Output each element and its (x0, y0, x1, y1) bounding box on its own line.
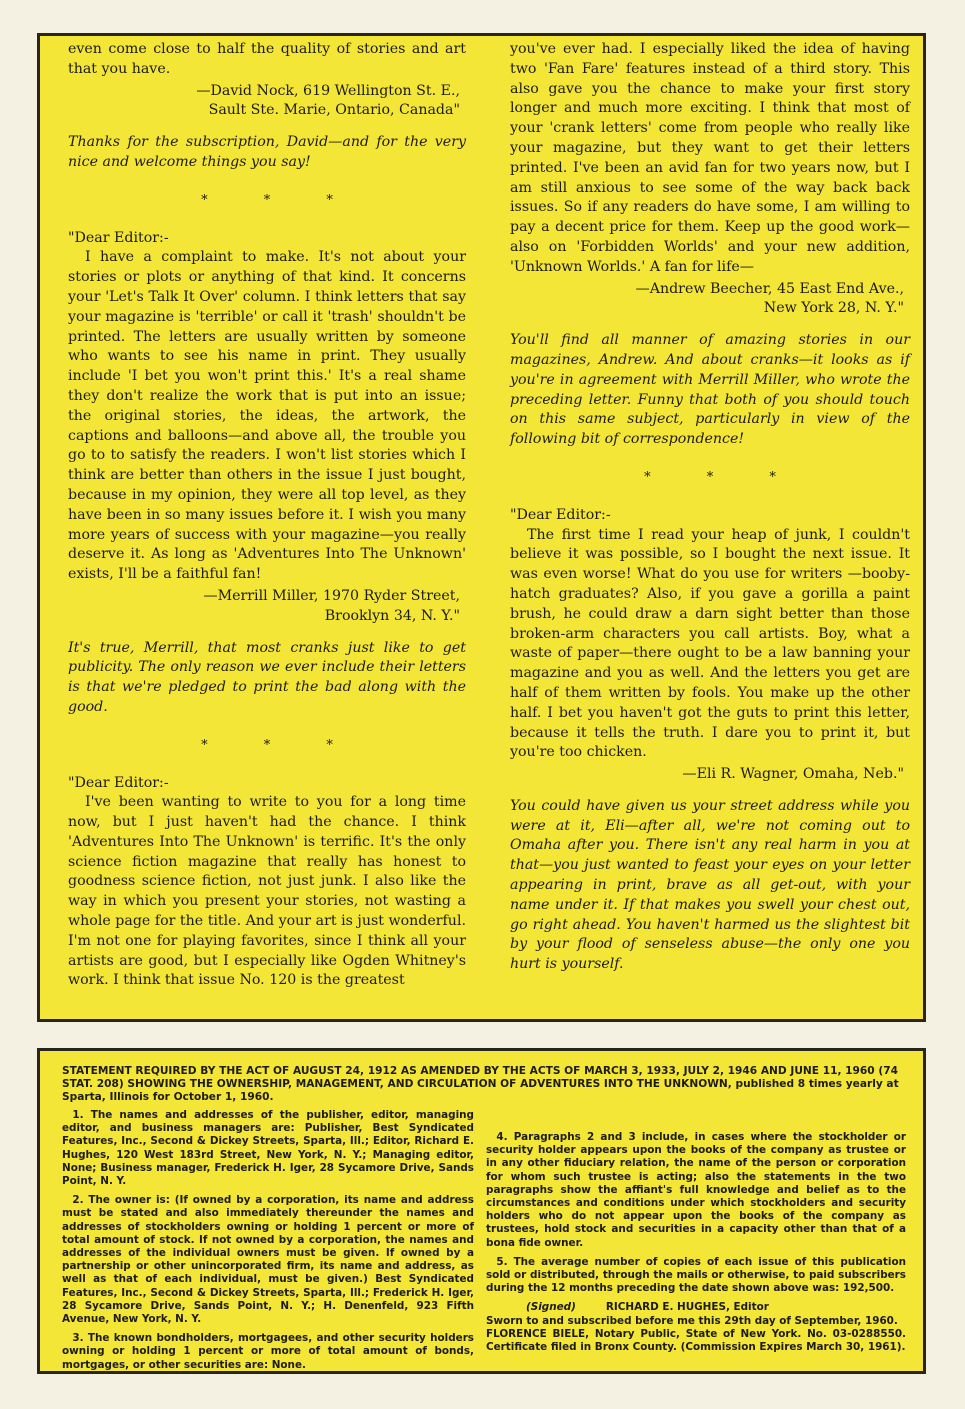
statement-item: 3. The known bondholders, mortgagees, and other security holders owning or holding 1 percent or more of total amount of bonds, mortgages, or other securities are: None. (62, 1332, 474, 1371)
letter-salutation: "Dear Editor:- (510, 506, 611, 523)
letter-text: even come close to half the quality of stories and art that you have. (68, 41, 466, 77)
letter-signature (68, 82, 460, 122)
signature-line: Brooklyn 34, N. Y." (324, 607, 460, 624)
section-separator: * * * (644, 469, 802, 485)
signature-block (486, 1301, 906, 1314)
letters-left-column (68, 40, 466, 991)
statement-item: 5. The average number of copies of each issue of this publication sold or distributed, through the mails or otherwise, to paid subscribers during the 12 months preceding the date shown above was: 192,500. (486, 1255, 906, 1295)
letter-signature (510, 280, 904, 320)
signature-line: —David Nock, 619 Wellington St. E., (196, 82, 460, 99)
signature-line: New York 28, N. Y." (763, 300, 904, 317)
letters-panel (37, 33, 926, 1022)
letter-text: you've ever had. I especially liked the idea of having two 'Fan Fare' features instead of a third story. This also gave you the chance to make your first story longer and much more exciting. I think that most of your 'crank letters' come from people who really like your magazine, but they want to get their letters printed. I've been an avid fan for two years now, but I am still anxious to see some of the way back back issues. So if any readers do have some, I am willing to pay a decent price for them. Keep up the good work—also on 'Forbidden Worlds' and your new addition, 'Unknown Worlds.' A fan for life— (510, 41, 910, 275)
letters-right-column (510, 40, 910, 975)
letter-signature (68, 587, 460, 627)
editor-reply: Thanks for the subscription, David—and for the very nice and welcome things you say! (68, 134, 466, 170)
letter-salutation: "Dear Editor:- (68, 229, 169, 246)
editor-reply: You'll find all manner of amazing stories in our magazines, Andrew. And about cranks—it looks as if you're in agreement with Merrill Miller, who wrote the preceding letter. Funny that both of you should touch on this same subject, particularly in view of the following bit of correspondence! (510, 332, 910, 448)
letter-text: The first time I read your heap of junk, I couldn't believe it was possible, so I bought the next issue. It was even worse! What do you use for writers —booby-hatch graduates? Also, if you gave a gorilla a paint brush, he could draw a darn sight better than those broken-arm characters you call artists. Boy, what a waste of paper—there ought to be a law banning your magazine and you as well. And the letters you get are half of them written by fools. You make up the other half. I bet you haven't got the guts to print this letter, because it tells the truth. I dare you to print it, but you're too chicken. (510, 526, 910, 761)
signature-line: —Andrew Beecher, 45 East End Ave., (635, 280, 904, 297)
section-separator: * * * (201, 737, 359, 753)
signed-name: RICHARD E. HUGHES, Editor (605, 1301, 769, 1314)
letter-salutation: "Dear Editor:- (68, 774, 169, 791)
signature-line: Sault Ste. Marie, Ontario, Canada" (208, 102, 460, 119)
statement-item: 1. The names and addresses of the publisher, editor, managing editor, and business managers are: Publisher, Best Syndicated Features, Inc., Second & Dickey Streets, Sparta, Ill.; Editor, Richard E. Hughes, 120 West 183rd Street, New York, N. Y.; Managing editor, None; Business manager, Frederick H. Iger, 28 Sycamore Drive, Sands Point, N. Y. (62, 1109, 474, 1188)
statement-item: 2. The owner is: (If owned by a corporation, its name and address must be stated and also immediately thereunder the names and addresses of stockholders owning or holding 1 percent or more of total amount of stock. If not owned by a corporation, the names and addresses of the individual owners must be given. If owned by a partnership or other unincorporated firm, its name and address, as well as that of each individual, must be given.) Best Syndicated Features, Inc., Second & Dickey Streets, Sparta, Ill.; Frederick H. Iger, 28 Sycamore Drive, Sands Point, N. Y.; H. Denenfeld, 923 Fifth Avenue, New York, N. Y. (62, 1194, 474, 1326)
notary-text: FLORENCE BIELE, Notary Public, State of New York. No. 03-0288550. Certificate filed in Bronx County. (Commission Expires March 30, 1961). (486, 1327, 906, 1354)
ownership-statement-panel (37, 1048, 926, 1374)
letter-text: I've been wanting to write to you for a long time now, but I just haven't had the chance. I think 'Adventures Into The Unknown' is terrific. It's the only science fiction magazine that really has honest to goodness science fiction, not just junk. I also like the way in which you present your stories, not wasting a whole page for the title. And your art is just wonderful. I'm not one for playing favorites, since I think all your artists are good, but I especially like Ogden Whitney's work. I think that issue No. 120 is the greatest (68, 794, 466, 989)
sworn-text: Sworn to and subscribed before me this 29th day of September, 1960. (486, 1314, 898, 1327)
section-separator: * * * (201, 192, 359, 208)
editor-reply: It's true, Merrill, that most cranks just like to get publicity. The only reason we ever include their letters is that we're pledged to print the bad along with the good. (68, 639, 466, 715)
signed-label: (Signed) (526, 1301, 576, 1314)
notary-block (486, 1315, 906, 1355)
signature-line: —Merrill Miller, 1970 Ryder Street, (203, 587, 460, 604)
editor-reply: You could have given us your street address while you were at it, Eli—after all, we're not coming out to Omaha after you. There isn't any real harm in you at that—you just wanted to feast your eyes on your letter appearing in print, brave as all get-out, with your name under it. If that makes you swell your chest out, go right ahead. You haven't harmed us the slightest bit by your flood of senseless abuse—the only one you hurt is yourself. (510, 797, 910, 973)
letter-text: I have a complaint to make. It's not about your stories or plots or anything of that kind. It concerns your 'Let's Talk It Over' column. I think letters that say your magazine is 'terrible' or call it 'trash' shouldn't be printed. The letters are usually written by someone who wants to see his name in print. They usually include 'I bet you won't print this.' It's a real shame they don't realize the work that is put into an issue; the original stories, the ideas, the artwork, the captions and balloons—and above all, the trouble you go to to satisfy the readers. I won't list stories which I think are better than others in the issue I just bought, because in my opinion, they were all top level, as they have been in so many issues before it. I wish you many more years of success with your magazine—you really deserve it. As long as 'Adventures Into The Unknown' exists, I'll be a faithful fan! (68, 249, 466, 583)
statement-right-column (486, 1131, 906, 1354)
statement-item: 4. Paragraphs 2 and 3 include, in cases where the stockholder or security holder appears upon the books of the company as trustee or in any other fiduciary relation, the name of the person or corporation for whom such trustee is acting; also the statements in the two paragraphs show the affiant's full knowledge and belief as to the circumstances and conditions under which stockholders and security holders who do not appear upon the books of the company as trustees, hold stock and securities in a capacity other than that of a bona fide owner. (486, 1131, 906, 1249)
statement-left-column (62, 1109, 474, 1374)
statement-heading: STATEMENT REQUIRED BY THE ACT OF AUGUST 24, 1912 AS AMENDED BY THE ACTS OF MARCH 3, 1933, JULY 2, 1946 AND JUNE 11, 1960 (74 STAT. 208) SHOWING THE OWNERSHIP, MANAGEMENT, AND CIRCULATION OF ADVENTURES INTO THE UNKNOWN, published 8 times yearly at Sparta, Illinois for October 1, 1960. (62, 1065, 899, 1103)
letter-signature: —Eli R. Wagner, Omaha, Neb." (682, 766, 904, 783)
